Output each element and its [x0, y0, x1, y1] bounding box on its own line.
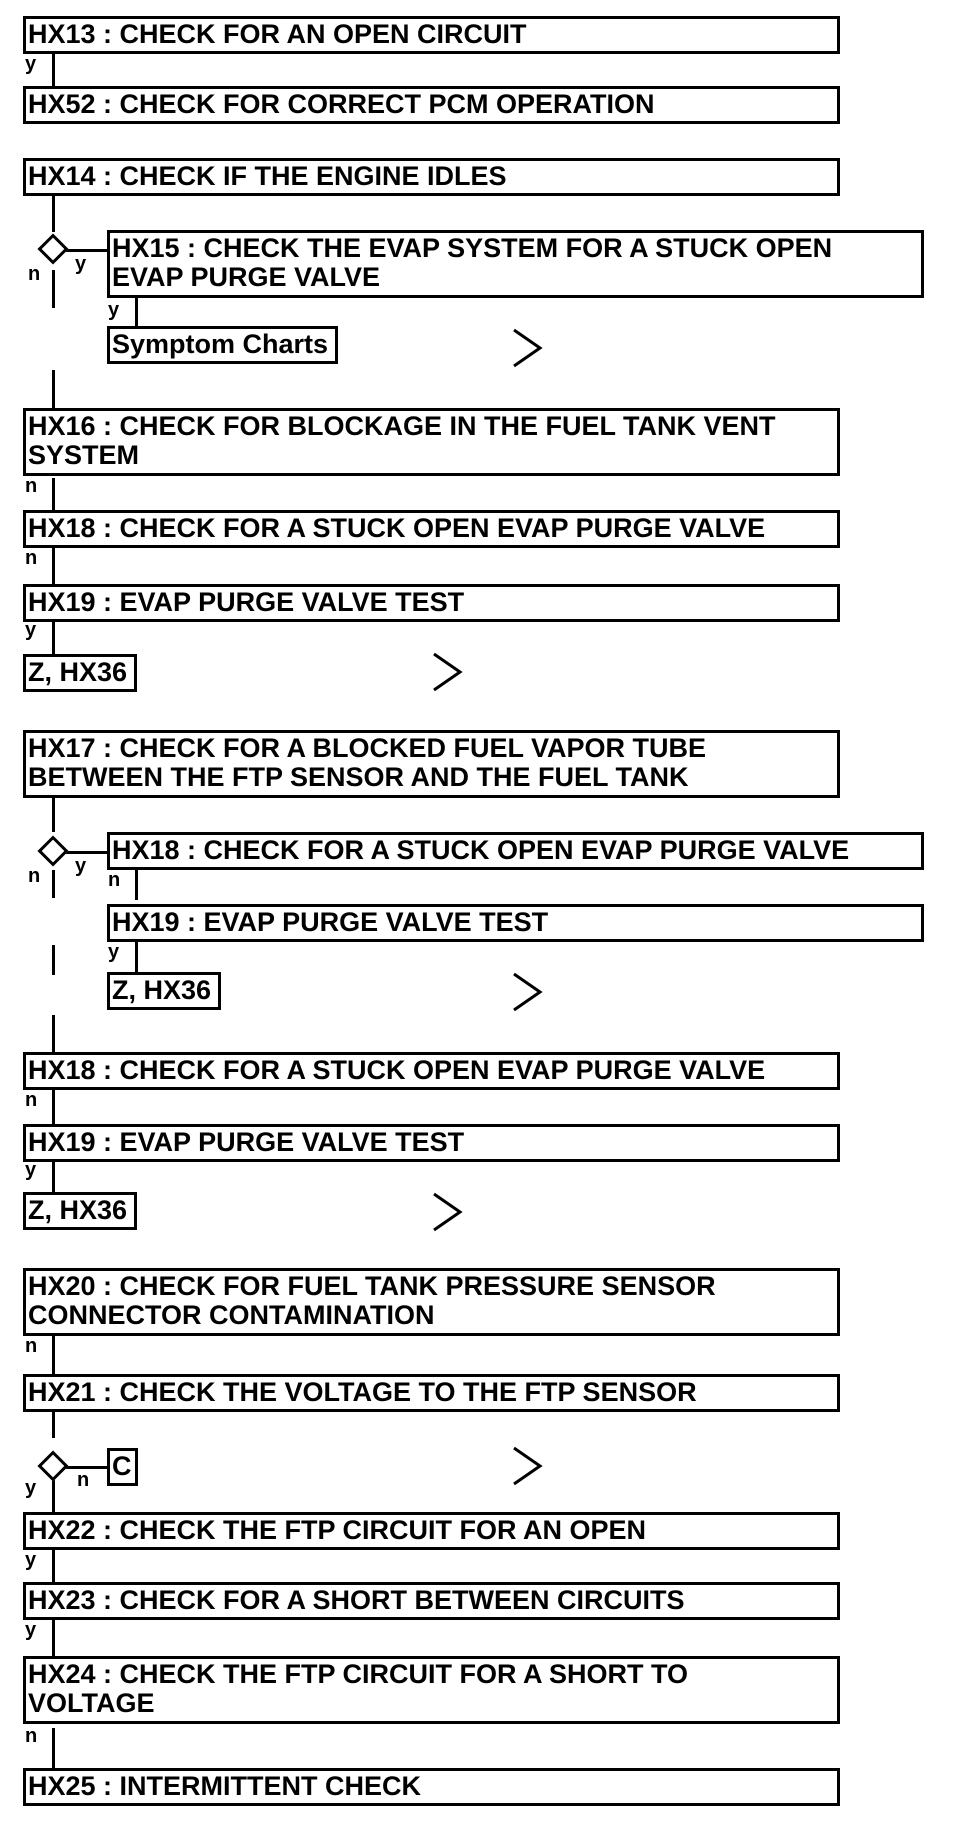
- connector: [52, 1410, 55, 1438]
- decision-diamond: [37, 1450, 68, 1481]
- chevron-right-icon: [508, 970, 552, 1014]
- connector: [62, 851, 107, 854]
- step-hx16: HX16 : CHECK FOR BLOCKAGE IN THE FUEL TANK VENT SYSTEM: [23, 408, 840, 476]
- connector: [52, 1090, 55, 1124]
- step-hx22: HX22 : CHECK THE FTP CIRCUIT FOR AN OPEN: [23, 1512, 840, 1550]
- connector: [52, 1548, 55, 1582]
- connector: [52, 1336, 55, 1374]
- branch-label-no: n: [25, 1089, 38, 1111]
- connector: [52, 548, 55, 586]
- branch-label-yes: y: [75, 253, 87, 275]
- connector: [62, 249, 107, 252]
- step-hx19-a: HX19 : EVAP PURGE VALVE TEST: [23, 584, 840, 622]
- decision-diamond: [37, 233, 68, 264]
- connector: [52, 1162, 55, 1194]
- branch-label-no: n: [25, 1335, 38, 1357]
- connector: [52, 270, 55, 308]
- connector: [135, 294, 138, 326]
- connector: [135, 870, 138, 900]
- branch-label-no: n: [28, 263, 41, 285]
- connector: [52, 870, 55, 898]
- step-hx13: HX13 : CHECK FOR AN OPEN CIRCUIT: [23, 16, 840, 54]
- step-hx19-c: HX19 : EVAP PURGE VALVE TEST: [23, 1124, 840, 1162]
- step-z-hx36-c: Z, HX36: [23, 1192, 137, 1230]
- chevron-right-icon: [428, 1190, 472, 1234]
- step-hx14: HX14 : CHECK IF THE ENGINE IDLES: [23, 158, 840, 196]
- step-hx21: HX21 : CHECK THE VOLTAGE TO THE FTP SENSOR: [23, 1374, 840, 1412]
- branch-label-yes: y: [108, 941, 120, 963]
- step-hx23: HX23 : CHECK FOR A SHORT BETWEEN CIRCUITS: [23, 1582, 840, 1620]
- connector: [52, 620, 55, 656]
- branch-label-no: n: [28, 865, 41, 887]
- branch-label-no: n: [77, 1469, 90, 1491]
- step-hx15: HX15 : CHECK THE EVAP SYSTEM FOR A STUCK OPEN EVAP PURGE VALVE: [107, 230, 924, 298]
- connector: [52, 1480, 55, 1512]
- chevron-right-icon: [508, 326, 552, 370]
- connector: [52, 1620, 55, 1656]
- branch-label-yes: y: [25, 1619, 37, 1641]
- step-hx25: HX25 : INTERMITTENT CHECK: [23, 1768, 840, 1806]
- step-z-hx36-a: Z, HX36: [23, 654, 137, 692]
- connector: [52, 945, 55, 975]
- branch-label-yes: y: [25, 1477, 37, 1499]
- branch-label-no: n: [25, 475, 38, 497]
- branch-label-yes: y: [75, 855, 87, 877]
- branch-label-yes: y: [25, 619, 37, 641]
- connector: [52, 370, 55, 410]
- branch-label-yes: y: [108, 299, 120, 321]
- decision-diamond: [37, 835, 68, 866]
- step-hx18-a: HX18 : CHECK FOR A STUCK OPEN EVAP PURGE VALVE: [23, 510, 840, 548]
- connector: [52, 478, 55, 512]
- step-hx20: HX20 : CHECK FOR FUEL TANK PRESSURE SENSOR CONNECTOR CONTAMINATION: [23, 1268, 840, 1336]
- branch-label-no: n: [25, 547, 38, 569]
- branch-label-yes: y: [25, 53, 37, 75]
- step-symptom-charts: Symptom Charts: [107, 326, 338, 364]
- connector: [52, 1728, 55, 1768]
- branch-label-yes: y: [25, 1159, 37, 1181]
- branch-label-yes: y: [25, 1549, 37, 1571]
- connector: [52, 798, 55, 832]
- step-c: C: [107, 1448, 138, 1486]
- branch-label-no: n: [25, 1725, 38, 1747]
- step-hx17: HX17 : CHECK FOR A BLOCKED FUEL VAPOR TUBE BETWEEN THE FTP SENSOR AND THE FUEL TANK: [23, 730, 840, 798]
- step-hx19-b: HX19 : EVAP PURGE VALVE TEST: [107, 904, 924, 942]
- step-hx52: HX52 : CHECK FOR CORRECT PCM OPERATION: [23, 86, 840, 124]
- connector: [52, 1015, 55, 1055]
- step-hx18-c: HX18 : CHECK FOR A STUCK OPEN EVAP PURGE VALVE: [23, 1052, 840, 1090]
- step-hx24: HX24 : CHECK THE FTP CIRCUIT FOR A SHORT TO VOLTAGE: [23, 1656, 840, 1724]
- chevron-right-icon: [428, 650, 472, 694]
- connector: [135, 942, 138, 972]
- step-z-hx36-b: Z, HX36: [107, 972, 221, 1010]
- chevron-right-icon: [508, 1444, 552, 1488]
- step-hx18-b: HX18 : CHECK FOR A STUCK OPEN EVAP PURGE VALVE: [107, 832, 924, 870]
- connector: [52, 192, 55, 232]
- branch-label-no: n: [108, 869, 121, 891]
